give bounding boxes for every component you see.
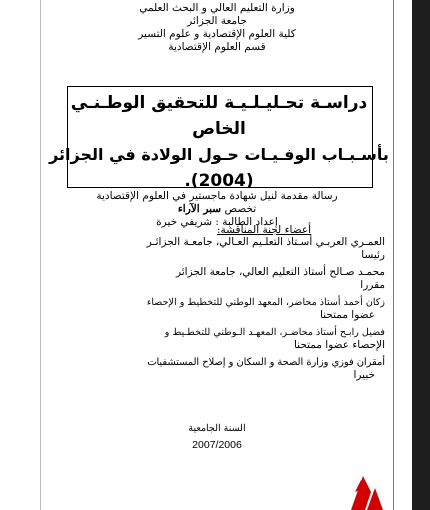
member-name-role: فضيل رابـح أستاذ محاضـر، المعهـد الـوطني للتخطـيط و (164, 327, 385, 338)
member-name-role: زكان أحمد أستاذ محاضر، المعهد الوطني للتخطيط و الإحصاء (146, 297, 385, 308)
committee-list (55, 236, 385, 382)
specialty-name: سبر الآراء (177, 203, 222, 215)
title-line-3: بأسـبـاب الوفـيـات حـول الولادة في الجزائر (49, 145, 389, 164)
member-title: مقررا (360, 279, 385, 291)
committee-member (55, 326, 385, 352)
faculty-line: كلية العلوم الإقتصادية و علوم التسير (138, 28, 296, 40)
student-line: إعداد الطالبة : شريفي خيرة (156, 216, 278, 228)
viewer-scrollbar[interactable] (412, 0, 430, 510)
title-line-4: (2004). (184, 171, 254, 191)
member-name-role: محمـد صـالح أستاذ التعليم العالي، جامعة الجزائر (175, 266, 385, 278)
member-title: خبيرا (353, 369, 375, 381)
committee-heading: أعضاء لجنة المناقشة: (217, 224, 311, 236)
specialty-line (41, 203, 393, 216)
member-title: الإحصاء عضوا ممتحنا (293, 339, 385, 351)
academic-year: 2007/2006 (192, 439, 242, 451)
thesis-purpose: رسالة مقدمة لنيل شهادة ماجستير في العلوم الإقتصادية (96, 190, 338, 202)
thesis-title (49, 90, 389, 194)
member-title: رئيسا (361, 249, 385, 261)
member-name-role: أمقران فوزي وزارة الصحة و السكان و إصلاح المستشفيات (147, 357, 385, 368)
university-logo-icon (341, 462, 391, 510)
member-name-role: العمـري العربـي أسـتاذ التعلـيم العـالي، جامعـة الجزائـر (146, 236, 385, 248)
department-line: قسم العلوم الإقتصادية (168, 41, 266, 53)
committee-member (55, 356, 385, 382)
ministry-line: وزارة التعليم العالي و البحث العلمي (139, 2, 295, 14)
institution-header (41, 2, 393, 54)
university-line: جامعة الجزائر (187, 15, 247, 27)
member-title: عضوا ممتحنا (319, 309, 375, 321)
academic-year-label: السنة الجامعية (188, 423, 246, 434)
committee-member (55, 266, 385, 292)
title-line-2: الخاص (192, 119, 246, 139)
specialty-prefix: تخصص (224, 203, 257, 215)
committee-member (55, 296, 385, 322)
document-page (40, 0, 394, 510)
academic-year-block (41, 422, 393, 452)
committee-member (55, 236, 385, 262)
title-line-1: دراسـة تحـليـلـيـة للتحقيق الوطـنـي (70, 93, 368, 113)
